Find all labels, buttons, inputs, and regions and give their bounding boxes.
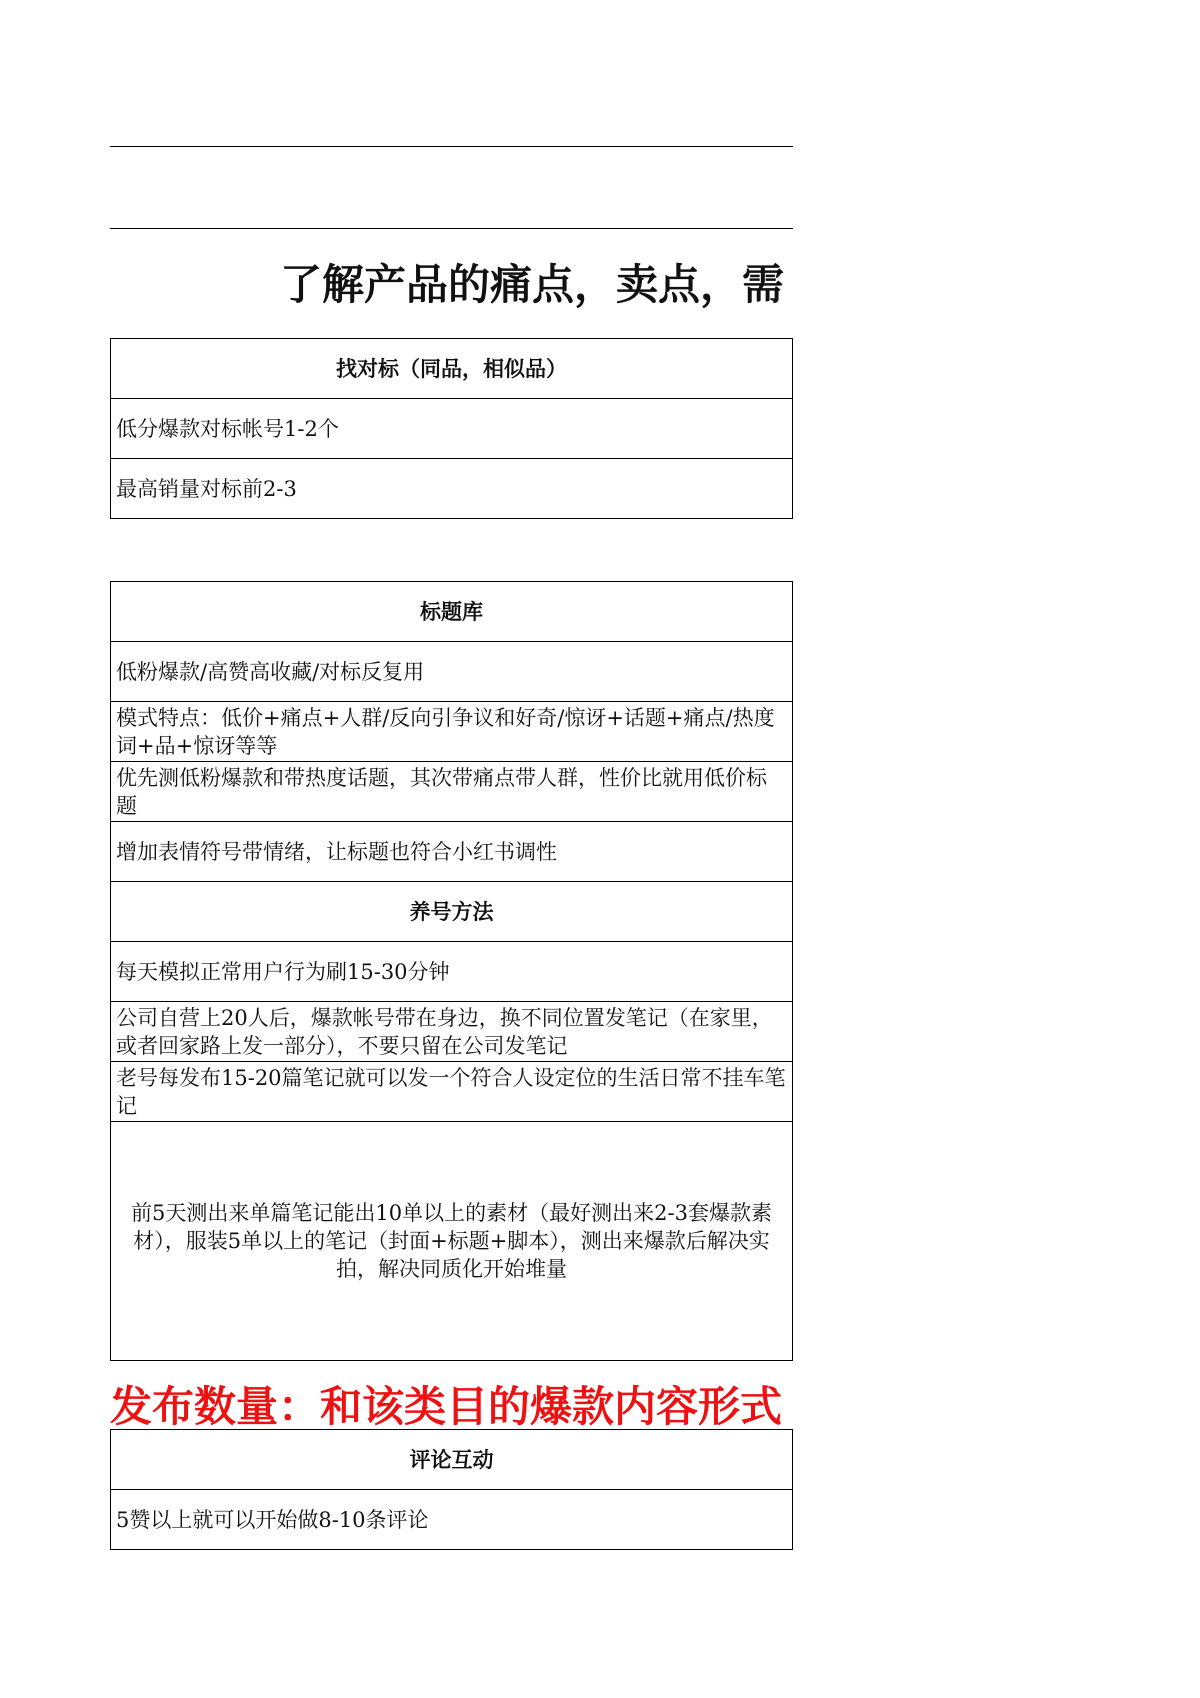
benchmark-header: 找对标（同品，相似品） — [111, 339, 793, 399]
table-row: 低粉爆款/高赞高收藏/对标反复用 — [111, 642, 793, 702]
comment-interaction-table — [110, 1429, 793, 1550]
top-rule-2 — [110, 228, 793, 229]
benchmark-table — [110, 338, 793, 519]
title-library-header: 标题库 — [111, 582, 793, 642]
table-row: 老号每发布15-20篇笔记就可以发一个符合人设定位的生活日常不挂车笔记 — [111, 1062, 793, 1122]
table-row: 前5天测出来单篇笔记能出10单以上的素材（最好测出来2-3套爆款素材），服装5单以上的笔记（封面+标题+脚本），测出来爆款后解决实拍，解决同质化开始堆量 — [111, 1122, 793, 1361]
table-row: 增加表情符号带情绪，让标题也符合小红书调性 — [111, 822, 793, 882]
table-row: 5赞以上就可以开始做8-10条评论 — [111, 1490, 793, 1550]
title-library-table — [110, 581, 793, 1361]
table-row: 最高销量对标前2-3 — [111, 459, 793, 519]
comment-interaction-header: 评论互动 — [111, 1430, 793, 1490]
top-rule-1 — [110, 146, 793, 147]
table-row: 每天模拟正常用户行为刷15-30分钟 — [111, 942, 793, 1002]
table-row: 模式特点：低价+痛点+人群/反向引争议和好奇/惊讶+话题+痛点/热度词+品+惊讶等等 — [111, 702, 793, 762]
publish-quantity-heading: 发布数量：和该类目的爆款内容形式 — [110, 1382, 783, 1431]
table-row: 低分爆款对标帐号1-2个 — [111, 399, 793, 459]
table-row: 优先测低粉爆款和带热度话题，其次带痛点带人群，性价比就用低价标题 — [111, 762, 793, 822]
account-nurturing-header: 养号方法 — [111, 882, 793, 942]
page-title — [110, 255, 793, 315]
table-row: 公司自营上20人后，爆款帐号带在身边，换不同位置发笔记（在家里，或者回家路上发一部分），不要只留在公司发笔记 — [111, 1002, 793, 1062]
page-title-text: 了解产品的痛点，卖点，需 — [280, 260, 785, 309]
